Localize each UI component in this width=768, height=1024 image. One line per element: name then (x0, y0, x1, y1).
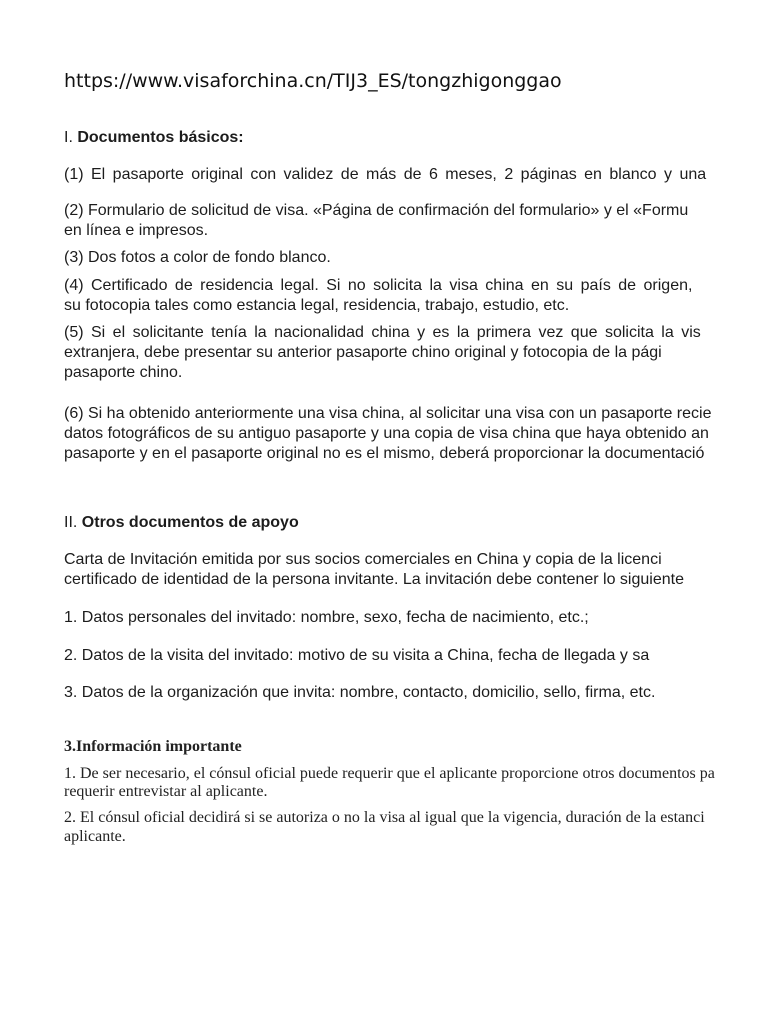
section-2-intro-line-2: certificado de identidad de la persona invitante. La invitación debe contener lo siguiente (64, 571, 684, 588)
section-3-item-2-line-2: aplicante. (64, 828, 126, 845)
section-1-item-5-line-2: extranjera, debe presentar su anterior pasaporte chino original y fotocopia de la pági (64, 344, 662, 361)
section-1-item-4-line-2: su fotocopia tales como estancia legal, residencia, trabajo, estudio, etc. (64, 297, 570, 314)
section-1-number: I. (64, 129, 73, 146)
section-1-item-2-line-2: en línea e impresos. (64, 222, 209, 239)
section-3-title: 3.Información importante (64, 738, 242, 755)
section-1-item-6-line-2: datos fotográficos de su antiguo pasaporte y una copia de visa china que haya obtenido an (64, 425, 709, 442)
section-1-item-6-line-3: pasaporte y en el pasaporte original no es el mismo, deberá proporcionar la documentació (64, 445, 705, 462)
document-url: https://www.visaforchina.cn/TIJ3_ES/tongzhigonggao (64, 70, 562, 92)
section-2-intro-line-1: Carta de Invitación emitida por sus socios comerciales en China y copia de la licenci (64, 551, 662, 568)
section-1-title: Documentos básicos: (77, 129, 244, 146)
section-3-item-1-line-1: 1. De ser necesario, el cónsul oficial puede requerir que el aplicante proporcione otros documentos pa (64, 765, 715, 782)
section-1-heading (64, 128, 244, 148)
section-3-item-1-line-2: requerir entrevistar al aplicante. (64, 783, 268, 800)
section-3-item-2-line-1: 2. El cónsul oficial decidirá si se autoriza o no la visa al igual que la vigencia, duración de la estanci (64, 809, 705, 826)
section-1-item-5-line-3: pasaporte chino. (64, 364, 183, 381)
section-1-item-2-line-1: (2) Formulario de solicitud de visa. «Página de confirmación del formulario» y el «Formu (64, 202, 689, 219)
section-2-item-2: 2. Datos de la visita del invitado: motivo de su visita a China, fecha de llegada y sa (64, 647, 650, 664)
section-1-item-3-line-1: (3) Dos fotos a color de fondo blanco. (64, 249, 331, 266)
section-1-item-4-line-1: (4) Certificado de residencia legal. Si no solicita la visa china en su país de origen, (64, 277, 693, 294)
section-1-item-5-line-1: (5) Si el solicitante tenía la nacionalidad china y es la primera vez que solicita la vis (64, 324, 701, 341)
section-2-item-3: 3. Datos de la organización que invita: nombre, contacto, domicilio, sello, firma, etc. (64, 684, 656, 701)
section-2-number: II. (64, 514, 78, 531)
section-1-item-1-line-1: (1) El pasaporte original con validez de más de 6 meses, 2 páginas en blanco y una (64, 166, 707, 183)
section-2-heading (64, 513, 299, 533)
section-2-item-1: 1. Datos personales del invitado: nombre, sexo, fecha de nacimiento, etc.; (64, 609, 589, 626)
section-2-title: Otros documentos de apoyo (81, 514, 299, 531)
section-1-item-6-line-1: (6) Si ha obtenido anteriormente una visa china, al solicitar una visa con un pasaporte recie (64, 405, 712, 422)
